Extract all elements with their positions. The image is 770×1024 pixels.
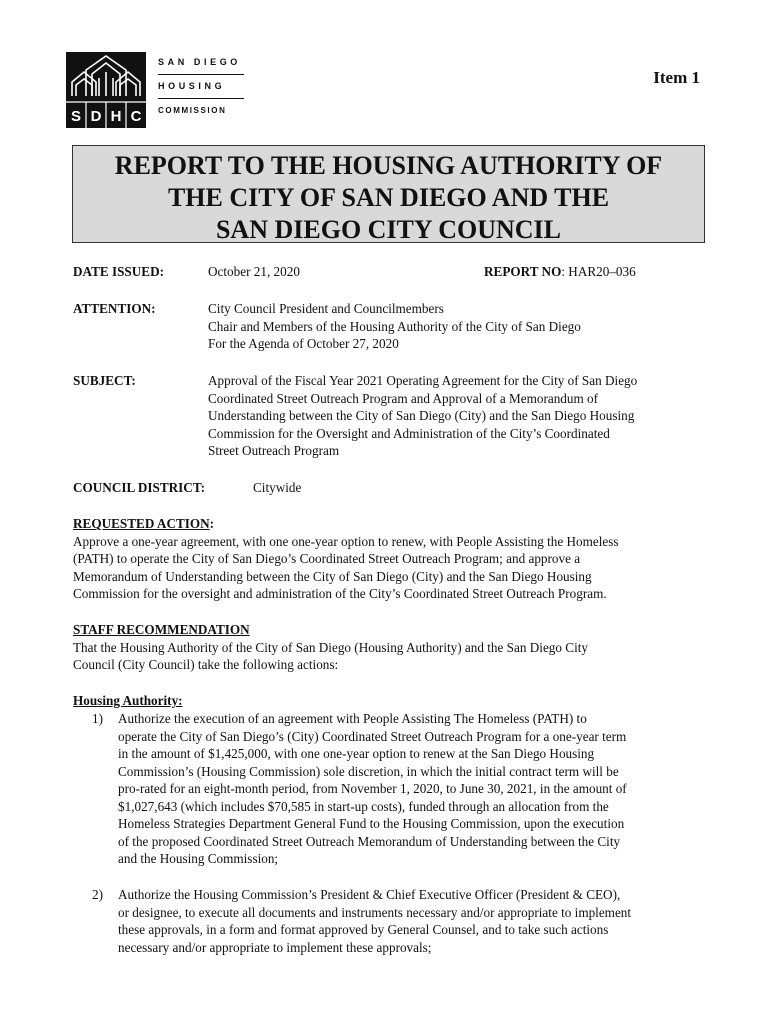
staff-recommendation-line: That the Housing Authority of the City of San Diego (Housing Authority) and the San Diego City [73,639,588,655]
list-item-line: of the proposed Coordinated Street Outreach Memorandum of Understanding between the City [118,833,621,849]
list-item-line: Homeless Strategies Department General Fund to the Housing Commission, upon the execution [118,816,625,831]
list-item-line: pro-rated for an eight-month period, from November 1, 2020, to June 30, 2021, in the amount of [118,781,627,796]
attention-line: Chair and Members of the Housing Authority of the City of San Diego [208,318,581,334]
list-item-line: in the amount of $1,425,000, with one one-year option to renew at the San Diego Housing [118,746,595,761]
list-item-number: 2) [92,887,103,902]
requested-action-heading: REQUESTED ACTION [73,516,210,531]
logo-letter-d: D [90,108,102,125]
logo-wordmark [158,56,256,117]
list-item-line: and the Housing Commission; [118,851,279,866]
requested-action-line: (PATH) to operate the City of San Diego’s Coordinated Street Outreach Program; and approve a [73,551,581,566]
list-item-line: or designee, to execute all documents and instruments necessary and/or appropriate to implement [118,904,632,920]
title-line: SAN DIEGO CITY COUNCIL [215,215,562,244]
sdhc-logo [66,52,256,130]
logo-letter-c: C [130,108,142,125]
logo-line-san-diego: SAN DIEGO [158,57,241,67]
list-item-text [118,710,714,868]
attention-line: For the Agenda of October 27, 2020 [208,336,399,351]
staff-recommendation-heading: STAFF RECOMMENDATION [73,622,250,637]
subject-line: Street Outreach Program [208,443,340,458]
requested-action-line: Approve a one-year agreement, with one one-year option to renew, with People Assisting the Homeless [73,533,619,549]
logo-rule [158,98,244,99]
subject-line: Coordinated Street Outreach Program and Approval of a Memorandum of [208,390,599,406]
subject-line: Commission for the Oversight and Administration of the City’s Coordinated [208,425,610,441]
logo-letter-h: H [110,108,122,125]
list-item-line: Commission’s (Housing Commission) sole discretion, in which the initial contract term will be [118,763,619,779]
housing-authority-heading-text: Housing Authority: [73,693,183,708]
sdhc-house-mark-icon [66,52,146,128]
list-item-line: Authorize the execution of an agreement with People Assisting The Homeless (PATH) to [118,711,587,726]
list-item-number: 1) [92,711,103,726]
housing-authority-heading [73,692,713,710]
list-item-text [118,886,714,956]
report-number-label: REPORT NO [484,264,562,279]
council-district-value: Citywide [253,480,302,495]
subject-label: SUBJECT: [73,373,136,388]
logo-letter-s: S [70,108,82,125]
logo-line-housing: HOUSING [158,81,226,91]
staff-recommendation-section [73,621,713,674]
attention-label: ATTENTION: [73,301,156,316]
subject-line: Understanding between the City of San Diego (City) and the San Diego Housing [208,408,635,423]
title-line: THE CITY OF SAN DIEGO AND THE [167,183,610,212]
report-number [484,263,636,281]
subject-value [208,372,637,460]
logo-line-commission: COMMISSION [158,106,227,115]
title-line: REPORT TO THE HOUSING AUTHORITY OF [114,151,663,180]
report-number-value: : HAR20–036 [561,264,636,279]
attention-value [208,300,581,353]
list-item-line: necessary and/or appropriate to implement these approvals; [118,939,432,955]
list-item-line: these approvals, in a form and format approved by General Counsel, and to take such actions [118,922,609,937]
subject-line: Approval of the Fiscal Year 2021 Operating Agreement for the City of San Diego [208,373,638,388]
requested-action-line: Memorandum of Understanding between the City of San Diego (City) and the San Diego Housing [73,568,592,584]
date-issued-label: DATE ISSUED: [73,264,164,279]
list-item-line: operate the City of San Diego’s (City) Coordinated Street Outreach Program for a one-year term [118,728,627,744]
requested-action-colon: : [209,516,215,531]
attention-line: City Council President and Councilmembers [208,301,444,316]
list-item-line: $1,027,643 (which includes $70,585 in start-up costs), funded through an allocation from the [118,798,609,814]
requested-action-section [73,515,713,603]
date-issued-value: October 21, 2020 [208,264,300,279]
housing-authority-item-2 [92,886,714,958]
logo-rule [158,74,244,75]
staff-recommendation-line: Council (City Council) take the following actions: [73,657,339,672]
council-district-label: COUNCIL DISTRICT: [73,480,206,495]
item-label: Item 1 [653,68,700,87]
list-item-line: Authorize the Housing Commission’s President & Chief Executive Officer (President & CEO), [118,887,621,902]
housing-authority-item-1 [92,710,714,870]
report-title-box [72,145,705,243]
requested-action-line: Commission for the oversight and administration of the City’s Coordinated Street Outreach Program. [73,586,607,601]
